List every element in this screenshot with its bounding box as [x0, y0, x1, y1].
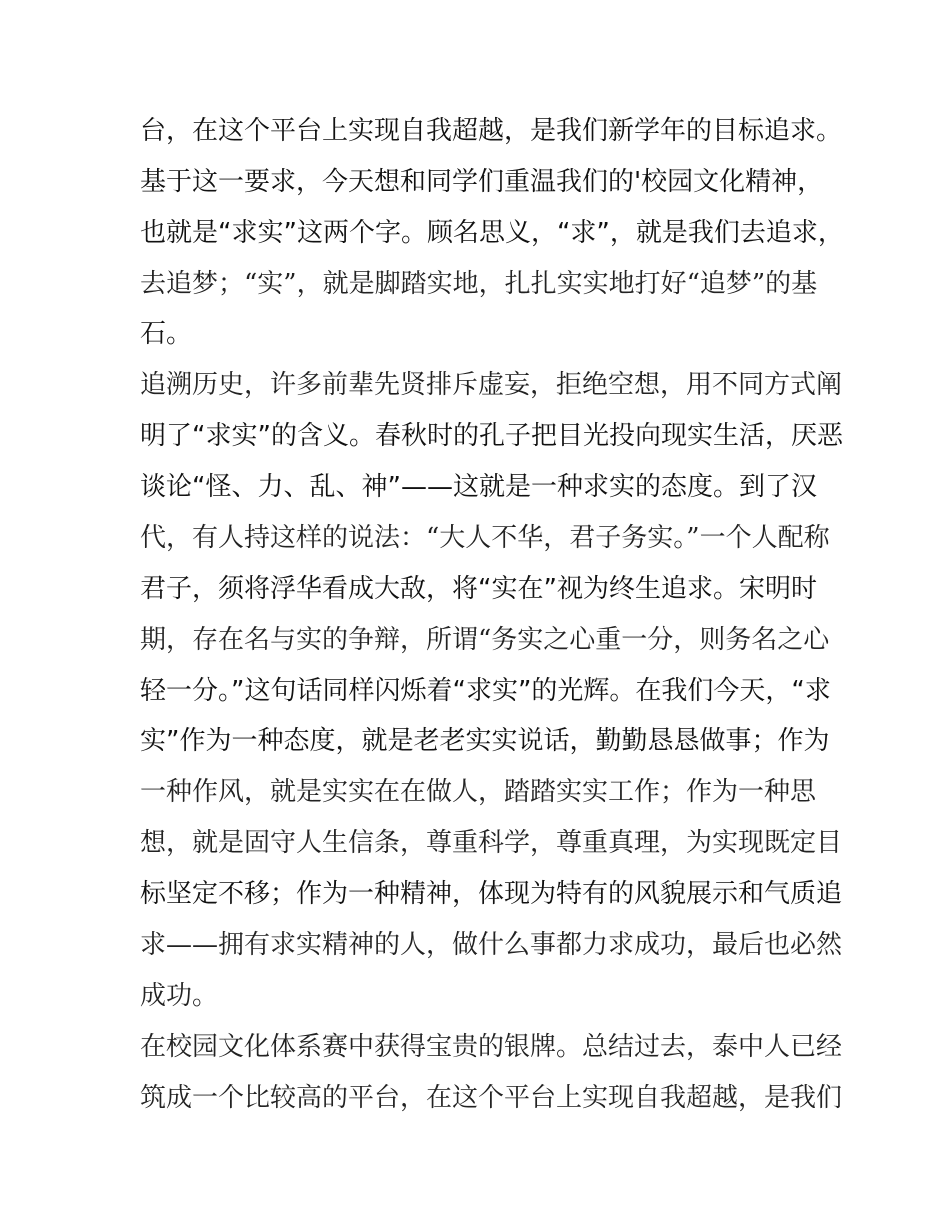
text-line: 求——拥有求实精神的人，做什么事都力求成功，最后也必然	[140, 930, 843, 960]
text-line: 台，在这个平台上实现自我超越，是我们新学年的目标追求。	[140, 116, 843, 146]
text-line: 基于这一要求，今天想和同学们重温我们的'校园文化精神，	[140, 167, 824, 197]
text-line: 实”作为一种态度，就是老老实实说话，勤勤恳恳做事；作为	[140, 726, 830, 756]
text-line: 代，有人持这样的说法：“大人不华，君子务实。”一个人配称	[140, 523, 830, 553]
text-line: 在校园文化体系赛中获得宝贵的银牌。总结过去，泰中人已经	[140, 1032, 843, 1062]
text-line: 也就是“求实”这两个字。顾名思义，“求”，就是我们去追求，	[140, 218, 844, 248]
text-line: 成功。	[140, 981, 219, 1011]
text-line: 标坚定不移；作为一种精神，体现为特有的风貌展示和气质追	[140, 879, 843, 909]
text-line: 一种作风，就是实实在在做人，踏踏实实工作；作为一种思	[140, 777, 817, 807]
text-line: 君子，须将浮华看成大敌，将“实在”视为终生追求。宋明时	[140, 574, 817, 604]
text-line: 石。	[140, 319, 193, 349]
text-line: 期，存在名与实的争辩，所谓“务实之心重一分，则务名之心	[140, 625, 830, 655]
text-line: 追溯历史，许多前辈先贤排斥虚妄，拒绝空想，用不同方式阐	[140, 370, 843, 400]
text-line: 筑成一个比较高的平台，在这个平台上实现自我超越，是我们	[140, 1083, 843, 1113]
text-line: 明了“求实”的含义。春秋时的孔子把目光投向现实生活，厌恶	[140, 421, 843, 451]
text-line: 想，就是固守人生信条，尊重科学，尊重真理，为实现既定目	[140, 828, 843, 858]
text-line: 轻一分。”这句话同样闪烁着“求实”的光辉。在我们今天，“求	[140, 676, 831, 706]
text-line: 谈论“怪、力、乱、神”——这就是一种求实的态度。到了汉	[140, 472, 817, 502]
text-line: 去追梦；“实”，就是脚踏实地，扎扎实实地打好“追梦”的基	[140, 269, 818, 299]
